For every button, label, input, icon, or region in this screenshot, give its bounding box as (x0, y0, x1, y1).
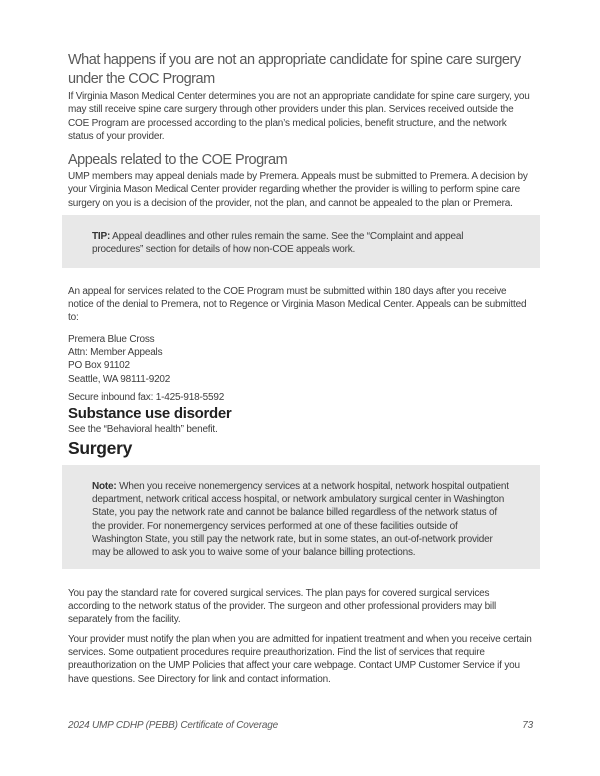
note-callout-box (62, 465, 540, 569)
paragraph-substance-use: See the “Behavioral health” benefit. (68, 424, 218, 436)
address-line-city: Seattle, WA 98111-9202 (68, 373, 171, 385)
address-line-org: Premera Blue Cross (68, 333, 155, 345)
note-callout-text (92, 480, 510, 560)
heading-line-1: What happens if you are not an appropriate candidate for spine care surgery (68, 52, 521, 68)
paragraph-coc-candidate: If Virginia Mason Medical Center determines you are not an appropriate candidate for spine care surgery, you may still receive spine care surgery through other providers under this plan. Services received outside the COE Program are processed according to the plan’s medical policies, benefit structure, and the network status of your provider. (68, 91, 530, 143)
address-line-attn: Attn: Member Appeals (68, 346, 163, 358)
page-footer (68, 720, 533, 731)
fax-line: Secure inbound fax: 1-425-918-5592 (68, 392, 225, 403)
footer-document-title: 2024 UMP CDHP (PEBB) Certificate of Coverage (68, 720, 278, 731)
note-label: Note: (92, 480, 117, 492)
heading-line-2: under the COC Program (68, 70, 215, 87)
section-heading-coc-candidate (68, 51, 533, 88)
tip-label: TIP: (92, 230, 111, 242)
tip-callout-text (92, 230, 510, 257)
paragraph-appeal-submission: An appeal for services related to the COE Program must be submitted within 180 days after you receive notice of the denial to Premera, not to Regence or Virginia Mason Medical Center. Appeals can be submitted to: (68, 285, 527, 324)
section-heading-surgery: Surgery (68, 437, 133, 458)
appeals-mailing-address (68, 333, 533, 386)
footer-page-number: 73 (522, 720, 533, 731)
section-heading-substance-use: Substance use disorder (68, 405, 232, 423)
paragraph-appeals: UMP members may appeal denials made by Premera. Appeals must be submitted to Premera. A decision by your Virginia Mason Medical Center provider regarding whether the provider is willing to perform spine care surgery on you is a decision of the provider, not the plan, and cannot be appealed to the plan or Premera. (68, 170, 528, 209)
paragraph-surgery-rates: You pay the standard rate for covered surgical services. The plan pays for covered surgical services according to the network status of the provider. The surgeon and other professional providers may bill separately from the facility. (68, 587, 496, 626)
note-text: When you receive nonemergency services at a network hospital, network hospital outpatient department, network critical access hospital, or network ambulatory surgical center in Washington State, you pay the network rate and cannot be balance billed regardless of the network status of the provider. For nonemergency services performed at one of these facilities outside of Washington State, you still pay the network rate, but in some states, an out-of-network provider may be allowed to ask you to waive some of your balance billing protections. (92, 480, 509, 559)
tip-callout-box (62, 215, 540, 268)
paragraph-surgery-preauthorization: Your provider must notify the plan when you are admitted for inpatient treatment and when you receive certain services. Some outpatient procedures require preauthorization. Find the list of services that require preauthorization on the UMP Policies that affect your care webpage. Contact UMP Customer Service if you have questions. See Directory for link and contact information. (68, 633, 532, 685)
tip-text: Appeal deadlines and other rules remain the same. See the “Complaint and appeal procedures” section for details of how non-COE appeals work. (92, 230, 464, 256)
address-line-pobox: PO Box 91102 (68, 360, 130, 372)
section-heading-appeals: Appeals related to the COE Program (68, 152, 288, 169)
